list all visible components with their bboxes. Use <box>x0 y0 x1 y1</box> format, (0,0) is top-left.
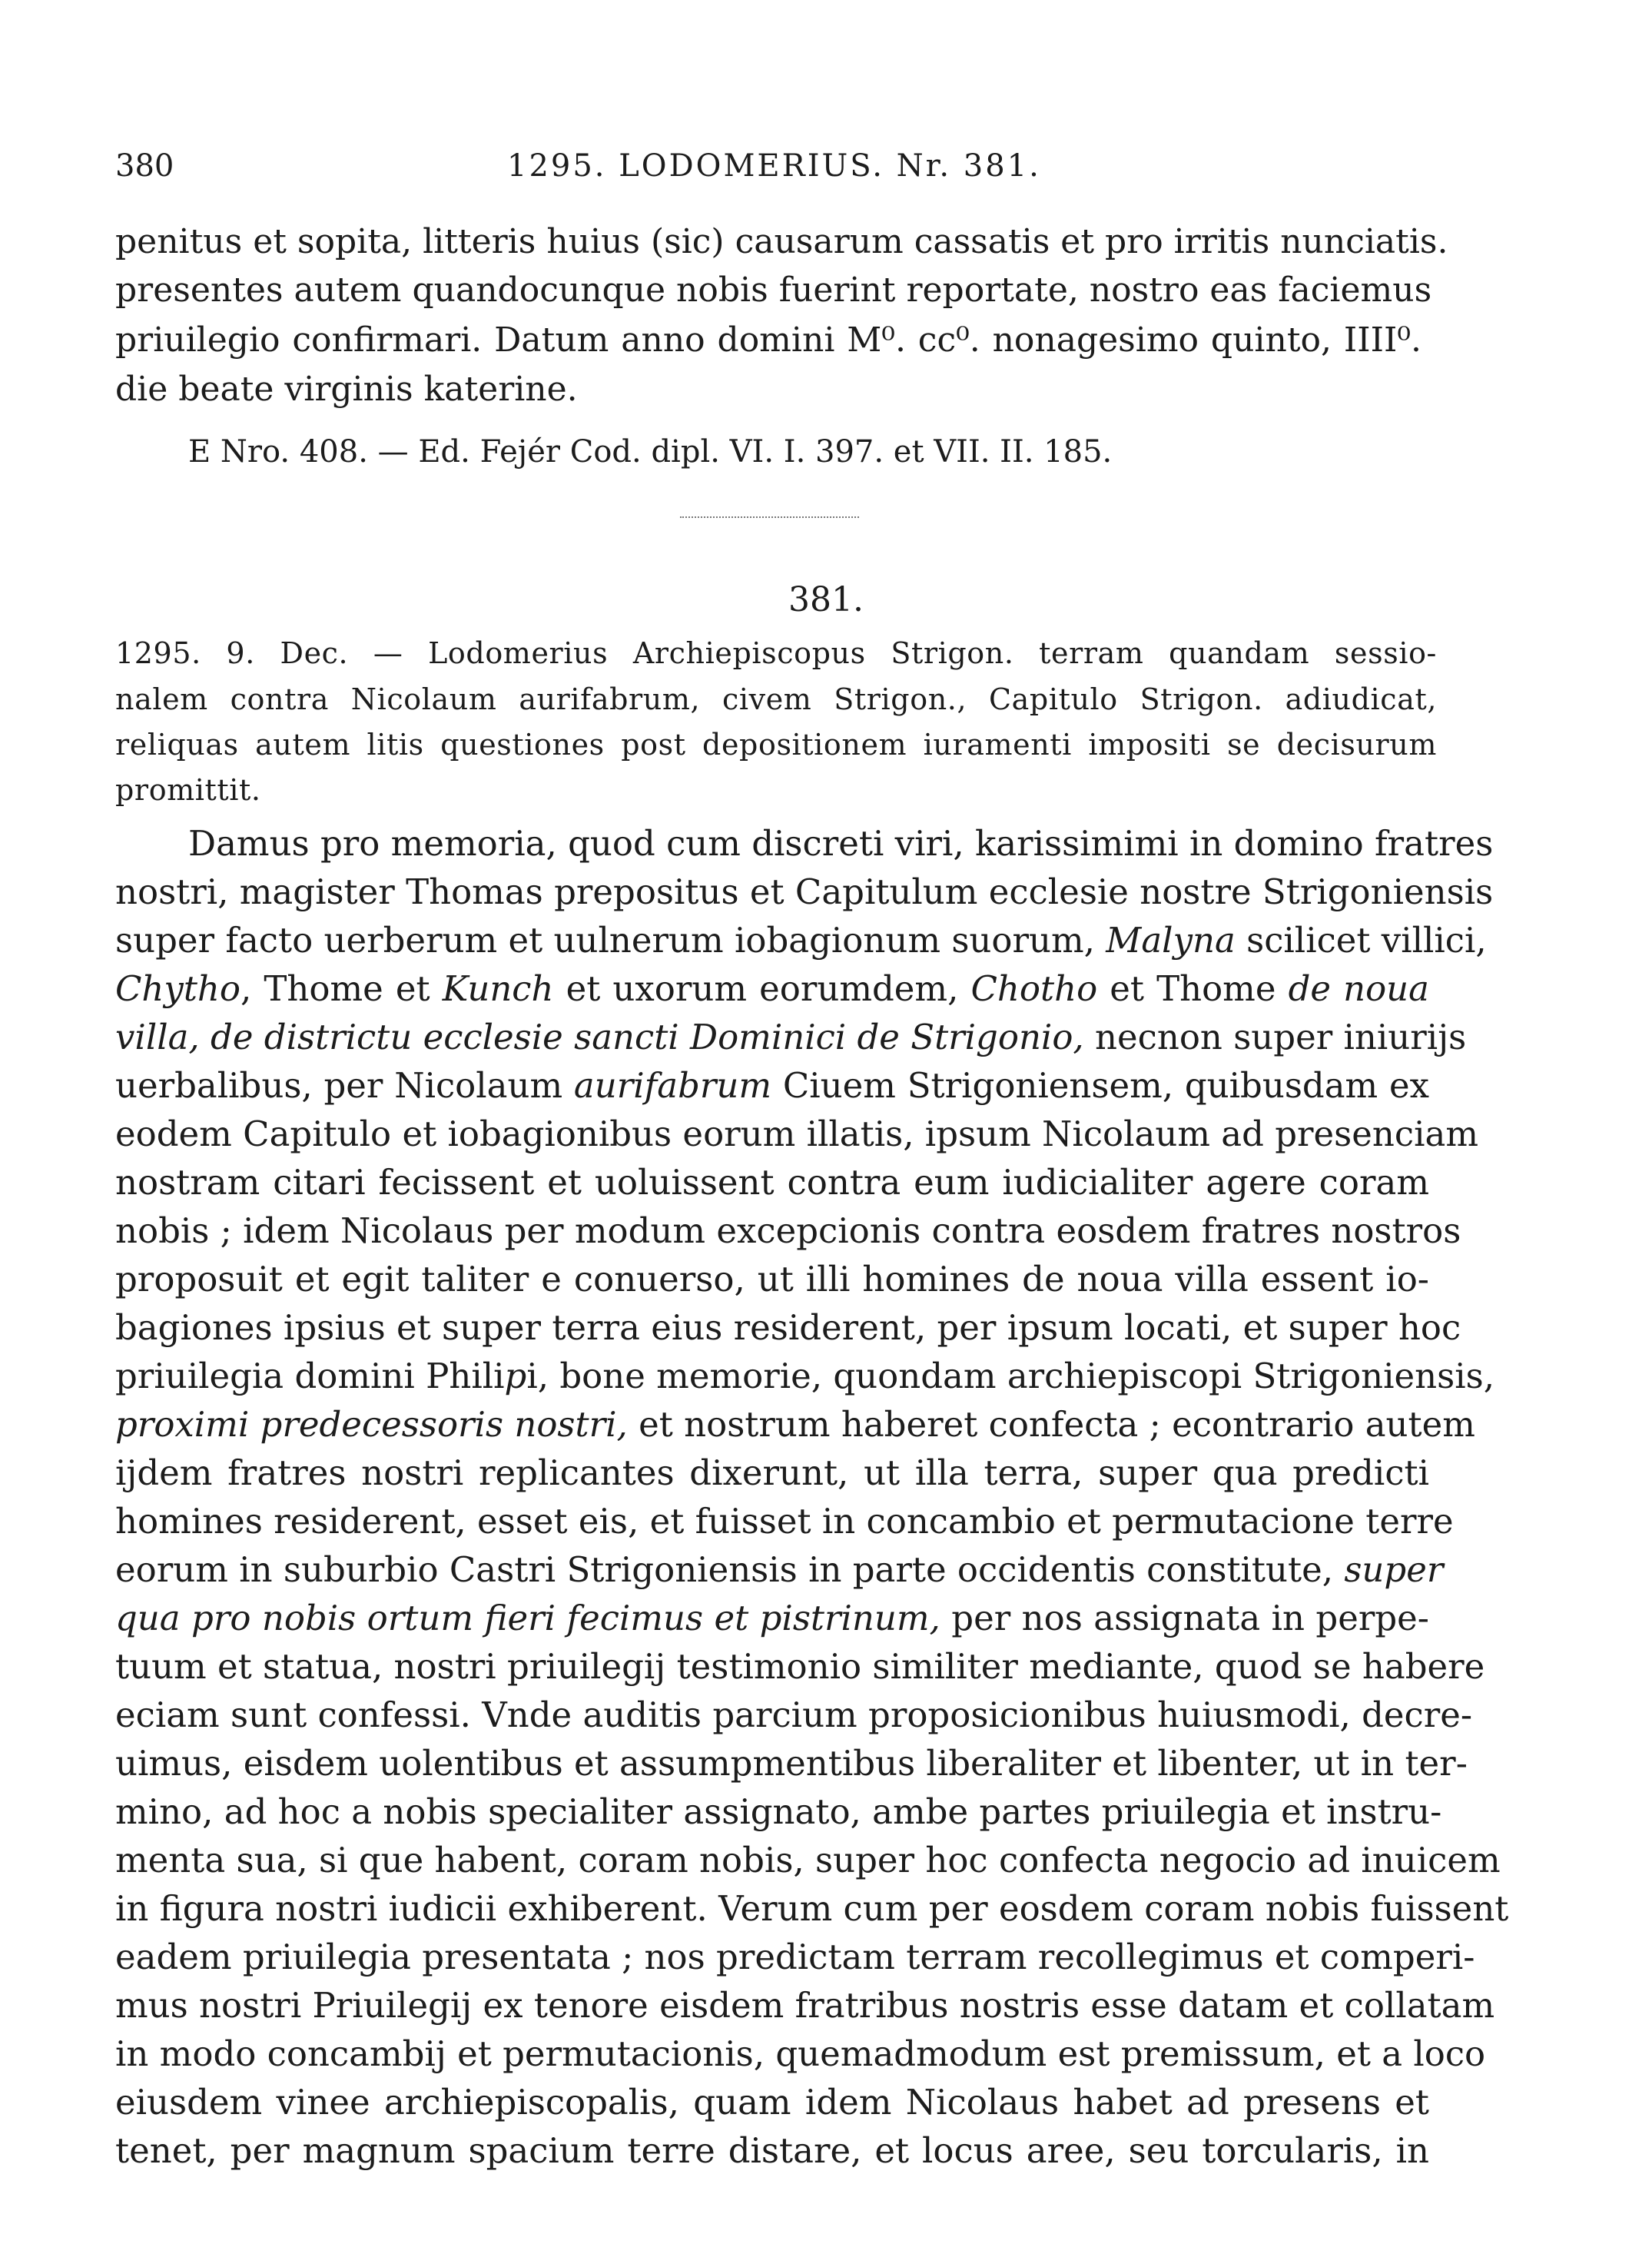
italic-letter: p <box>504 1356 527 1396</box>
body-line: Damus pro memoria, quod cum discreti viri, karissimimi in domino fratres <box>188 823 1494 864</box>
body-line: nobis ; idem Nicolaus per modum excepcionis contra eosdem fratres nostros <box>115 1210 1461 1251</box>
body-line: uerbalibus, per Nicolaum aurifabrum Ciuem Strigoniensem, quibusdam ex <box>115 1065 1429 1106</box>
italic-phrase: proximi predecessoris nostri, <box>115 1404 628 1445</box>
body-line: eciam sunt confessi. Vnde auditis parcium proposicionibus huiusmodi, decre- <box>115 1694 1473 1735</box>
body-line: nostram citari fecissent et uoluissent contra eum iudicialiter agere coram <box>115 1162 1429 1203</box>
body-line: tenet, per magnum spacium terre distare, et locus aree, seu torcularis, in <box>115 2130 1429 2171</box>
summary-line: 1295. 9. Dec. — Lodomerius Archiepiscopus Strigon. terram quandam sessio- <box>115 636 1437 670</box>
italic-phrase: qua pro nobis ortum fieri fecimus et pistrinum, <box>115 1598 940 1638</box>
body-line: proximi predecessoris nostri, et nostrum haberet confecta ; econtrario autem <box>115 1404 1475 1445</box>
summary-line: nalem contra Nicolaum aurifabrum, civem Strigon., Capitulo Strigon. adiudicat, <box>115 682 1437 716</box>
body-line: villa, de districtu ecclesie sancti Dominici de Strigonio, necnon super iniurijs <box>115 1017 1467 1057</box>
body-line: uimus, eisdem uolentibus et assumpmentibus liberaliter et libenter, ut in ter- <box>115 1743 1468 1784</box>
body-line: super facto uerberum et uulnerum iobagionum suorum, Malyna scilicet villici, <box>115 920 1487 961</box>
italic-name: Kunch <box>442 968 554 1009</box>
body-line: eadem priuilegia presentata ; nos predictam terram recollegimus et comperi- <box>115 1937 1475 1977</box>
italic-phrase: super <box>1344 1549 1444 1590</box>
body-line: homines residerent, esset eis, et fuisset in concambio et permutacione terre <box>115 1501 1454 1542</box>
italic-name: Malyna <box>1106 920 1236 961</box>
body-line: in modo concambij et permutacionis, quemadmodum est premissum, et a loco <box>115 2033 1486 2074</box>
section-divider <box>680 516 859 518</box>
body-line: tuum et statua, nostri priuilegij testimonio similiter mediante, quod se habere <box>115 1646 1485 1687</box>
body-line: menta sua, si que habent, coram nobis, super hoc confecta negocio ad inuicem <box>115 1840 1501 1880</box>
body-line: mino, ad hoc a nobis specialiter assignato, ambe partes priuilegia et instru- <box>115 1791 1442 1832</box>
summary-line: reliquas autem litis questiones post depositionem iuramenti impositi se decisurum <box>115 728 1437 762</box>
italic-place: de noua <box>1288 968 1429 1009</box>
body-line: proposuit et egit taliter e conuerso, ut illi homines de noua villa essent io- <box>115 1259 1429 1299</box>
source-note: E Nro. 408. — Ed. Fejér Cod. dipl. VI. I. 397. et VII. II. 185. <box>188 434 1113 470</box>
running-title: 1295. LODOMERIUS. Nr. 381. <box>507 148 1041 184</box>
body-line: Chytho, Thome et Kunch et uxorum eorumdem, Chotho et Thome de noua <box>115 968 1429 1009</box>
previous-text-line: priuilegio confirmari. Datum anno domini M⁰. cc⁰. nonagesimo quinto, IIII⁰. <box>115 320 1421 360</box>
italic-name: aurifabrum <box>573 1065 772 1106</box>
italic-place: villa, de districtu ecclesie sancti Dominici de Strigonio, <box>115 1017 1084 1057</box>
body-line: eodem Capitulo et iobagionibus eorum illatis, ipsum Nicolaum ad presenciam <box>115 1114 1478 1154</box>
body-line: priuilegia domini Philipi, bone memorie, quondam archiepiscopi Strigoniensis, <box>115 1356 1495 1396</box>
italic-name: Chytho <box>115 968 241 1009</box>
body-line: mus nostri Priuilegij ex tenore eisdem fratribus nostris esse datam et collatam <box>115 1985 1495 2026</box>
previous-text-line: presentes autem quandocunque nobis fuerint reportate, nostro eas faciemus <box>115 271 1432 310</box>
body-line: nostri, magister Thomas prepositus et Capitulum ecclesie nostre Strigoniensis <box>115 871 1494 912</box>
page-number: 380 <box>115 148 174 184</box>
body-line: in figura nostri iudicii exhiberent. Verum cum per eosdem coram nobis fuissent <box>115 1888 1509 1929</box>
body-line: eorum in suburbio Castri Strigoniensis in parte occidentis constitute, super <box>115 1549 1444 1590</box>
body-line: qua pro nobis ortum fieri fecimus et pistrinum, per nos assignata in perpe- <box>115 1598 1429 1638</box>
summary-line: promittit. <box>115 773 261 807</box>
body-line: ijdem fratres nostri replicantes dixerunt, ut illa terra, super qua predicti <box>115 1452 1429 1493</box>
document-number: 381. <box>788 580 864 619</box>
italic-name: Chotho <box>970 968 1098 1009</box>
body-line: eiusdem vinee archiepiscopalis, quam idem Nicolaus habet ad presens et <box>115 2082 1429 2123</box>
previous-text-line: penitus et sopita, litteris huius (sic) causarum cassatis et pro irritis nunciatis. <box>115 222 1448 261</box>
body-line: bagiones ipsius et super terra eius residerent, per ipsum locati, et super hoc <box>115 1307 1461 1348</box>
previous-text-line: die beate virginis katerine. <box>115 370 578 409</box>
